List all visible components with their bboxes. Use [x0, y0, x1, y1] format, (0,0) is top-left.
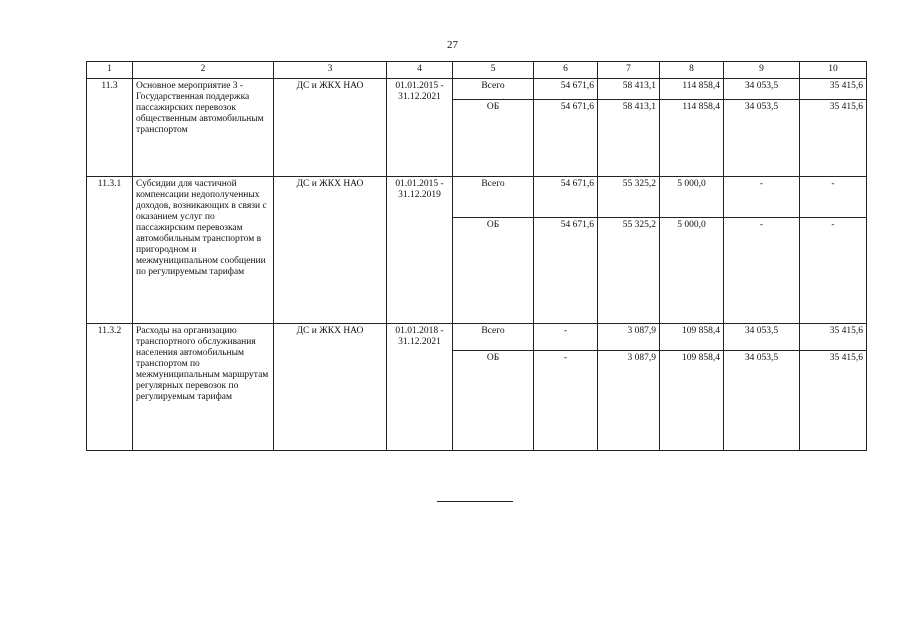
value-cell: - [724, 218, 800, 324]
value-cell: 3 087,9 [598, 351, 660, 451]
value-cell: 54 671,6 [534, 177, 598, 218]
source-label: Всего [453, 79, 534, 100]
header-cell: 5 [453, 62, 534, 79]
value-cell: - [534, 324, 598, 351]
period: 01.01.2018 - 31.12.2021 [387, 324, 453, 451]
source-label: ОБ [453, 351, 534, 451]
header-cell: 10 [800, 62, 867, 79]
value-cell: - [800, 218, 867, 324]
value-cell: 55 325,2 [598, 177, 660, 218]
value-cell: 34 053,5 [724, 79, 800, 100]
value-cell: 34 053,5 [724, 100, 800, 177]
value-cell: 54 671,6 [534, 218, 598, 324]
table-row [87, 79, 867, 100]
row-number: 11.3 [87, 79, 133, 177]
table-row [87, 324, 867, 351]
value-cell: 5 000,0 [660, 218, 724, 324]
value-cell: 35 415,6 [800, 100, 867, 177]
value-cell: 5 000,0 [660, 177, 724, 218]
executor: ДС и ЖКХ НАО [274, 324, 387, 451]
value-cell: 3 087,9 [598, 324, 660, 351]
value-cell: 114 858,4 [660, 79, 724, 100]
header-row [87, 62, 867, 79]
page-number: 27 [447, 39, 458, 51]
value-cell: 34 053,5 [724, 324, 800, 351]
source-label: Всего [453, 324, 534, 351]
header-cell: 4 [387, 62, 453, 79]
value-cell: 54 671,6 [534, 79, 598, 100]
value-cell: - [800, 177, 867, 218]
source-label: ОБ [453, 218, 534, 324]
value-cell: 54 671,6 [534, 100, 598, 177]
source-label: ОБ [453, 100, 534, 177]
value-cell: 34 053,5 [724, 351, 800, 451]
value-cell: 109 858,4 [660, 324, 724, 351]
value-cell: 35 415,6 [800, 351, 867, 451]
value-cell: 35 415,6 [800, 324, 867, 351]
measure-name: Расходы на организацию транспортного обслуживания населения автомобильным транспортом по межмуниципальным маршрутам регулярных перевозок по регулируемым тарифам [133, 324, 274, 451]
table-row [87, 177, 867, 218]
source-label: Всего [453, 177, 534, 218]
row-number: 11.3.1 [87, 177, 133, 324]
value-cell: 109 858,4 [660, 351, 724, 451]
executor: ДС и ЖКХ НАО [274, 79, 387, 177]
value-cell: 55 325,2 [598, 218, 660, 324]
row-number: 11.3.2 [87, 324, 133, 451]
header-cell: 1 [87, 62, 133, 79]
value-cell: 58 413,1 [598, 79, 660, 100]
header-cell: 7 [598, 62, 660, 79]
header-cell: 2 [133, 62, 274, 79]
end-separator-line [437, 501, 513, 502]
value-cell: - [534, 351, 598, 451]
header-cell: 6 [534, 62, 598, 79]
period: 01.01.2015 - 31.12.2019 [387, 177, 453, 324]
value-cell: 114 858,4 [660, 100, 724, 177]
measure-name: Субсидии для частичной компенсации недополученных доходов, возникающих в связи с оказанием услуг по пассажирским перевозкам автомобильным транспортом в пригородном и межмуниципальном сообщении по регулируемым тарифам [133, 177, 274, 324]
value-cell: 35 415,6 [800, 79, 867, 100]
measure-name: Основное мероприятие 3 - Государственная поддержка пассажирских перевозок общественным автомобильным транспортом [133, 79, 274, 177]
value-cell: - [724, 177, 800, 218]
executor: ДС и ЖКХ НАО [274, 177, 387, 324]
budget-table [86, 61, 867, 451]
period: 01.01.2015 - 31.12.2021 [387, 79, 453, 177]
header-cell: 8 [660, 62, 724, 79]
header-cell: 3 [274, 62, 387, 79]
header-cell: 9 [724, 62, 800, 79]
value-cell: 58 413,1 [598, 100, 660, 177]
